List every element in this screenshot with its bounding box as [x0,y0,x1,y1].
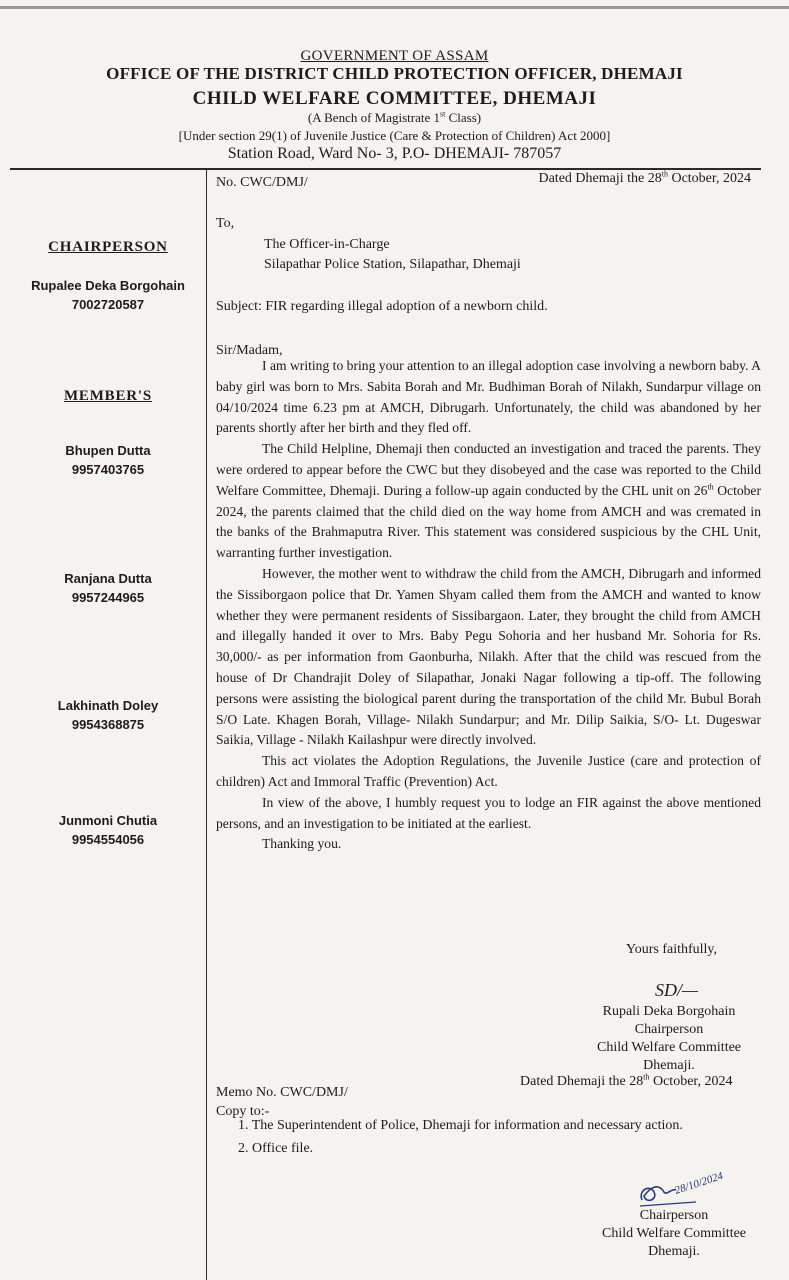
paragraph: However, the mother went to withdraw the child from the AMCH, Dibrugarh and informed the Sissiborgaon police that Dr. Yamen Shyam called them from the AMCH and wanted to know whether they were permanent residents of Sissibargaon. Later, they brought the child from AMCH and illegally handed it over to Mrs. Baby Pegu Sohoria and her husband Mr. Sohoria for Rs. 30,000/- as per information from Gaonburha, Nilakh. After that the child was rescued from the house of Dr Chandrajit Doley of Silapathar, Jonaki Nagar following a tip-off. The following persons were assisting the biological parent during the transportation of the child Mr. Bubul Borah S/O Late. Khagen Borah, Village- Nilakh Sundarpur; and Mr. Dilip Saikia, S/O- Lt. Dugeswar Saikia, Village - Nilakh Kailashpur were directly involved. [216,565,761,748]
paragraph: Thanking you. [262,836,342,852]
paragraph: This act violates the Adoption Regulations, the Juvenile Justice (care and protection of children) Act and Immoral Traffic (Prevention) Act. [216,753,761,789]
memo-number: Memo No. CWC/DMJ/ [216,1085,348,1100]
header-divider [10,168,761,170]
member-name: Lakhinath Doley [57,698,159,713]
copy-item: 1. The Superintendent of Police, Dhemaji for information and necessary action. [238,1118,683,1133]
address-line: Station Road, Ward No- 3, P.O- DHEMAJI- 787057 [227,145,562,162]
signatory-org: Child Welfare Committee [596,1040,742,1055]
addressee-title: The Officer-in-Charge [264,237,390,252]
closing: Yours faithfully, [626,942,718,957]
memo-signatory-place: Dhemaji. [648,1244,700,1259]
chairperson-heading: CHAIRPERSON [48,239,168,255]
memo-signatory-org: Child Welfare Committee [601,1226,747,1241]
salutation: Sir/Madam, [216,343,283,358]
sd-mark: SD/— [655,980,699,1000]
member-name: Bhupen Dutta [65,443,151,458]
addressee-station: Silapathar Police Station, Silapathar, Dhemaji [264,257,521,272]
committee-title: CHILD WELFARE COMMITTEE, DHEMAJI [192,88,597,109]
memo-signatory-block [589,1207,759,1261]
letter-body [216,356,761,855]
chairperson-phone: 7002720587 [71,297,145,312]
members-heading: MEMBER'S [63,388,153,404]
memo-date: Dated Dhemaji the 28th October, 2024 [520,1072,733,1089]
scan-edge [0,6,789,9]
paragraph: The Child Helpline, Dhemaji then conducted an investigation and traced the parents. They were ordered to appear before the CWC but they disobeyed and the case was reported to the Child Welfare Committee, Dhemaji. During a follow-up again conducted by the CHL unit on 26th October 2024, the parents claimed that the child died on the way home from AMCH and was cremated in the banks of the Brahmaputra River. This statement was considered suspicious by the CHL Unit, warranting further investigation. [216,441,761,561]
member-phone: 9957403765 [71,462,145,477]
paragraph: I am writing to bring your attention to an illegal adoption case involving a newborn baby. A baby girl was born to Mrs. Sabita Borah and Mr. Budhiman Borah of Nilakh, Sundarpur village on 04/10/2024 time 6.23 pm at AMCH, Dibrugarh. Unfortunately, the child was abandoned by her parents shortly after her birth and they fled off. [216,358,761,436]
chairperson-name: Rupalee Deka Borgohain [31,278,185,293]
act-line: [Under section 29(1) of Juvenile Justice (Care & Protection of Children) Act 2000] [178,128,611,143]
reference-number: No. CWC/DMJ/ [216,175,308,190]
signatory-place: Dhemaji. [643,1058,695,1073]
sidebar-divider [206,168,207,1280]
signatory-block [579,1003,759,1075]
member-name: Junmoni Chutia [58,813,158,828]
bench-line: (A Bench of Magistrate 1st Class) [307,109,482,125]
signatory-role: Chairperson [634,1022,704,1037]
handwritten-signature [636,1162,746,1210]
signatory-name: Rupali Deka Borgohain [602,1004,736,1019]
member-name: Ranjana Dutta [64,571,152,586]
signature-date: 28/10/2024 [673,1169,725,1197]
office-title: OFFICE OF THE DISTRICT CHILD PROTECTION OFFICER, DHEMAJI [106,64,683,83]
copy-item: 2. Office file. [238,1141,314,1156]
letter-date: Dated Dhemaji the 28th October, 2024 [538,169,751,186]
memo-signatory-role: Chairperson [639,1208,709,1223]
subject-line: Subject: FIR regarding illegal adoption of a newborn child. [216,299,548,314]
member-phone: 9957244965 [71,590,145,605]
member-phone: 9954368875 [71,717,145,732]
copy-to: Copy to:- [216,1104,270,1119]
to-line: To, [216,216,235,231]
member-phone: 9954554056 [71,832,145,847]
government-line: GOVERNMENT OF ASSAM [300,48,489,64]
paragraph: In view of the above, I humbly request you to lodge an FIR against the above mentioned persons, and an investigation to be initiated at the earliest. [216,794,761,831]
